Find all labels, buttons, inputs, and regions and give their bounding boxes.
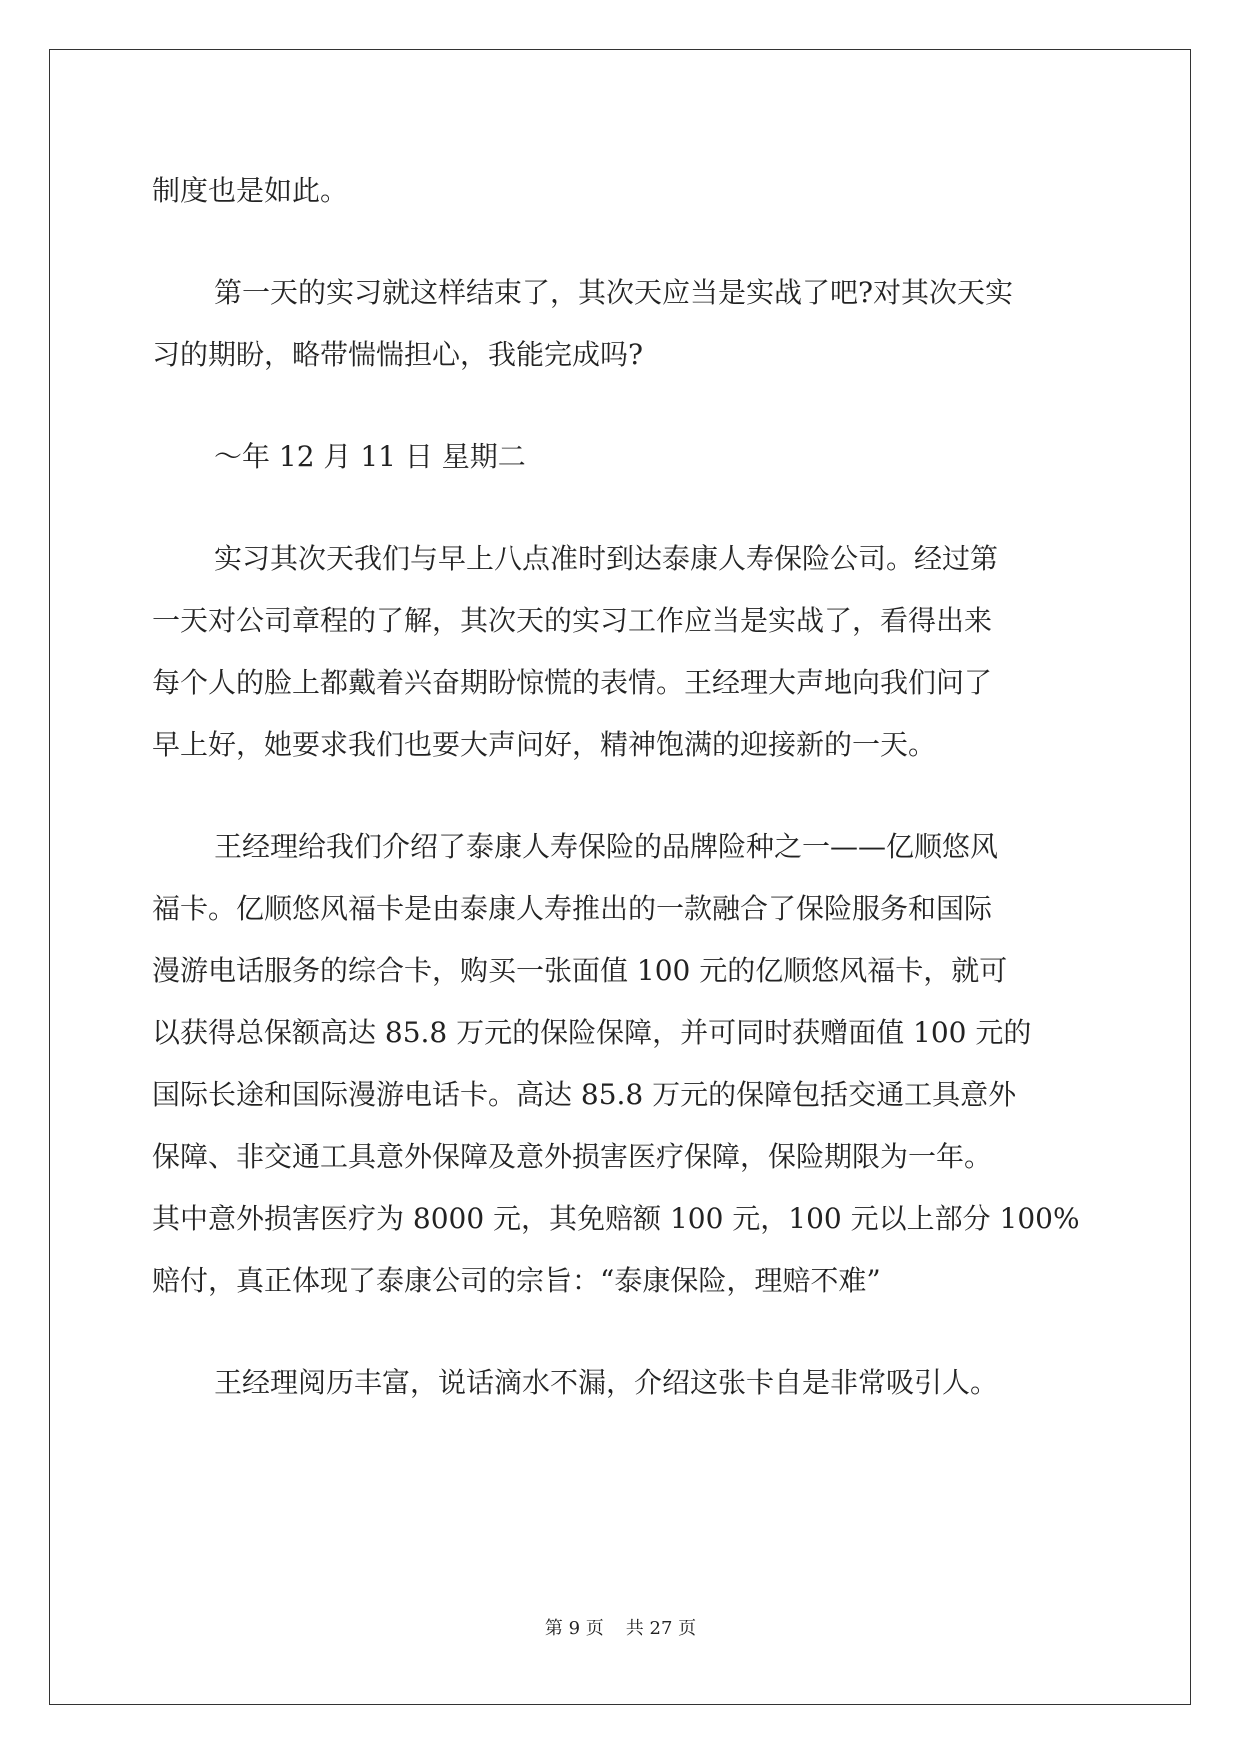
text-line: 王经理给我们介绍了泰康人寿保险的品牌险种之一——亿顺悠风 — [214, 830, 999, 863]
paragraph — [152, 528, 1100, 776]
page-number: 第 9 页 — [544, 1618, 604, 1639]
text-line: 以获得总保额高达 85.8 万元的保险保障，并可同时获赠面值 100 元的 — [152, 1016, 1032, 1049]
date-line: ～年 12 月 11 日 星期二 — [214, 440, 526, 473]
text-line: 其中意外损害医疗为 8000 元，其免赔额 100 元，100 元以上部分 100% — [152, 1202, 1080, 1235]
text-line: 习的期盼，略带惴惴担心，我能完成吗? — [152, 338, 644, 371]
text-line: 赔付，真正体现了泰康公司的宗旨：“泰康保险，理赔不难” — [152, 1264, 881, 1297]
paragraph — [152, 262, 1100, 386]
text-line: 一天对公司章程的了解，其次天的实习工作应当是实战了，看得出来 — [152, 604, 993, 637]
page-footer — [0, 1614, 1241, 1640]
paragraph — [152, 160, 1100, 222]
paragraph — [152, 816, 1100, 1312]
text-line: 实习其次天我们与早上八点准时到达泰康人寿保险公司。经过第 — [214, 542, 999, 575]
text-line: 漫游电话服务的综合卡，购买一张面值 100 元的亿顺悠风福卡，就可 — [152, 954, 1008, 987]
text-line: 每个人的脸上都戴着兴奋期盼惊慌的表情。王经理大声地向我们问了 — [152, 666, 993, 699]
text-line: 王经理阅历丰富，说话滴水不漏，介绍这张卡自是非常吸引人。 — [214, 1366, 999, 1399]
page-total: 共 27 页 — [625, 1618, 697, 1639]
text-line: 国际长途和国际漫游电话卡。高达 85.8 万元的保障包括交通工具意外 — [152, 1078, 1017, 1111]
document-body — [152, 160, 1100, 1414]
text-line: 第一天的实习就这样结束了，其次天应当是实战了吧?对其次天实 — [214, 276, 1014, 309]
text-line: 福卡。亿顺悠风福卡是由泰康人寿推出的一款融合了保险服务和国际 — [152, 892, 993, 925]
text-line: 制度也是如此。 — [152, 174, 349, 207]
paragraph — [152, 1352, 1100, 1414]
text-line: 早上好，她要求我们也要大声问好，精神饱满的迎接新的一天。 — [152, 728, 937, 761]
text-line: 保障、非交通工具意外保障及意外损害医疗保障，保险期限为一年。 — [152, 1140, 993, 1173]
paragraph — [152, 426, 1100, 488]
